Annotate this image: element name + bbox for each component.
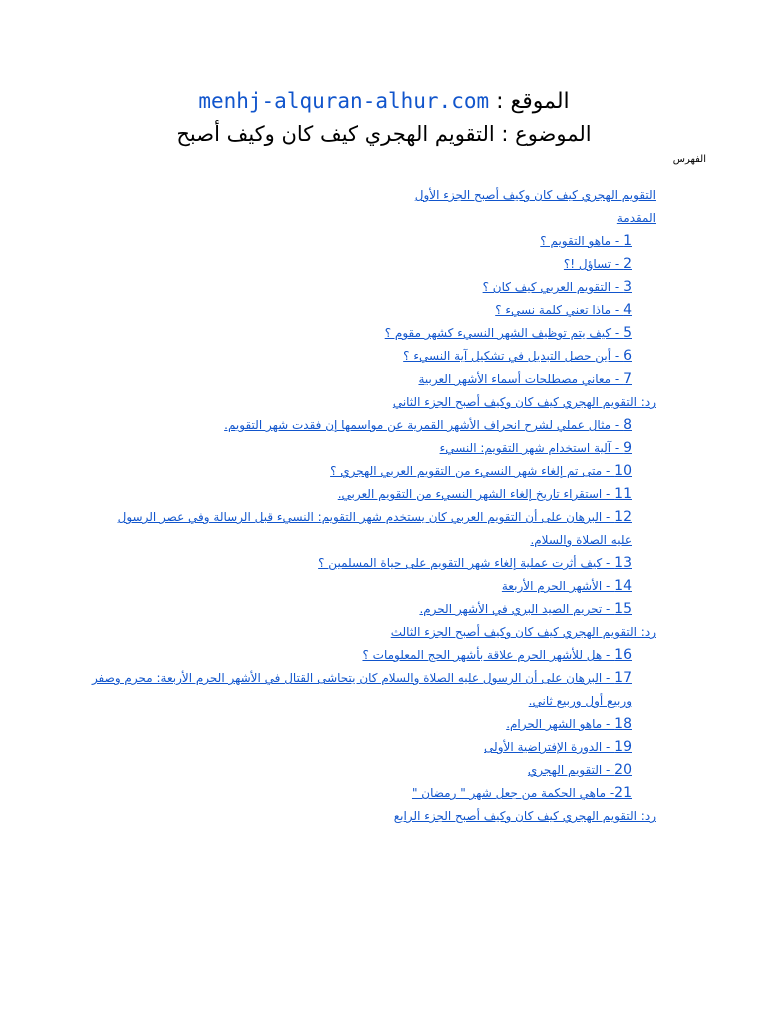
toc-item-21[interactable]: 21- ماهي الحكمة من جعل شهر " رمضان ": [411, 785, 632, 801]
toc-item-18[interactable]: 18 - ماهو الشهر الحرام.: [506, 716, 632, 732]
toc-item-16[interactable]: 16 - هل للأشهر الحرم علاقة بأشهر الحج المعلومات ؟: [362, 647, 632, 663]
toc-part-3-link[interactable]: رد: التقويم الهجري كيف كان وكيف أصبح الجزء الثالث: [390, 625, 656, 639]
toc-item-15[interactable]: 15 - تحريم الصيد البري في الأشهر الحرم.: [419, 601, 632, 617]
toc-item-13[interactable]: 13 - كيف أثرت عملية إلغاء شهر التقويم على حياة المسلمين ؟: [318, 555, 632, 571]
toc-item-6[interactable]: 6 - أين حصل التبديل في تشكيل آية النسيء ؟: [403, 348, 632, 364]
toc-item-10[interactable]: 10 - متى تم إلغاء شهر النسيء من التقويم العربي الهجري ؟: [330, 463, 632, 479]
toc-item-8[interactable]: 8 - مثال عملي لشرح انحراف الأشهر القمرية عن مواسمها إن فقدت شهر التقويم.: [224, 417, 632, 433]
toc-item-2[interactable]: 2 - تساؤل !؟: [563, 256, 632, 272]
toc-item-12[interactable]: 12 - البرهان على أن التقويم العربي كان يستخدم شهر التقويم: النسيء قبل الرسالة وفي عصر الرسول عليه الصلاة والسلام.: [117, 509, 632, 547]
toc-part-2-link[interactable]: رد: التقويم الهجري كيف كان وكيف أصبح الجزء الثاني: [392, 395, 656, 409]
toc-item-1[interactable]: 1 - ماهو التقويم ؟: [540, 233, 632, 249]
toc-item-17[interactable]: 17 - البرهان على أن الرسول عليه الصلاة والسلام كان يتحاشى القتال في الأشهر الحرم الأربعة: محرم وصفر وربيع أول وربيع ثاني.: [91, 670, 632, 708]
site-line: [0, 86, 768, 117]
site-label: الموقع :: [496, 89, 570, 114]
toc-part-4-link[interactable]: رد: التقويم الهجري كيف كان وكيف أصبح الجزء الرابع: [393, 809, 656, 823]
toc-item-9[interactable]: 9 - آلية استخدام شهر التقويم: النسيء: [439, 440, 632, 456]
toc-part-1-link[interactable]: التقويم الهجري كيف كان وكيف أصبح الجزء الأول: [414, 188, 656, 202]
toc-item-19[interactable]: 19 - الدورة الإفتراضية الأولى: [484, 739, 632, 755]
toc-item-20[interactable]: 20 - التقويم الهجري: [527, 762, 632, 778]
toc-item-11[interactable]: 11 - استقراء تاريخ إلغاء الشهر النسيء من التقويم العربي.: [337, 486, 632, 502]
toc-item-4[interactable]: 4 - ماذا تعني كلمة نسيء ؟: [495, 302, 632, 318]
toc-item-5[interactable]: 5 - كيف يتم توظيف الشهر النسيء كشهر مقوم ؟: [384, 325, 632, 341]
toc-item-3[interactable]: 3 - التقويم العربي كيف كان ؟: [482, 279, 632, 295]
toc-heading: الفهرس: [672, 154, 706, 165]
toc-introduction-link[interactable]: المقدمة: [616, 211, 656, 225]
subject-title: الموضوع : التقويم الهجري كيف كان وكيف أصبح: [176, 122, 592, 146]
toc-item-14[interactable]: 14 - الأشهر الحرم الأربعة: [501, 578, 632, 594]
site-url-link[interactable]: menhj-alquran-alhur.com: [198, 89, 490, 113]
toc-item-7[interactable]: 7 - معاني مصطلحات أسماء الأشهر العربية: [418, 371, 632, 387]
